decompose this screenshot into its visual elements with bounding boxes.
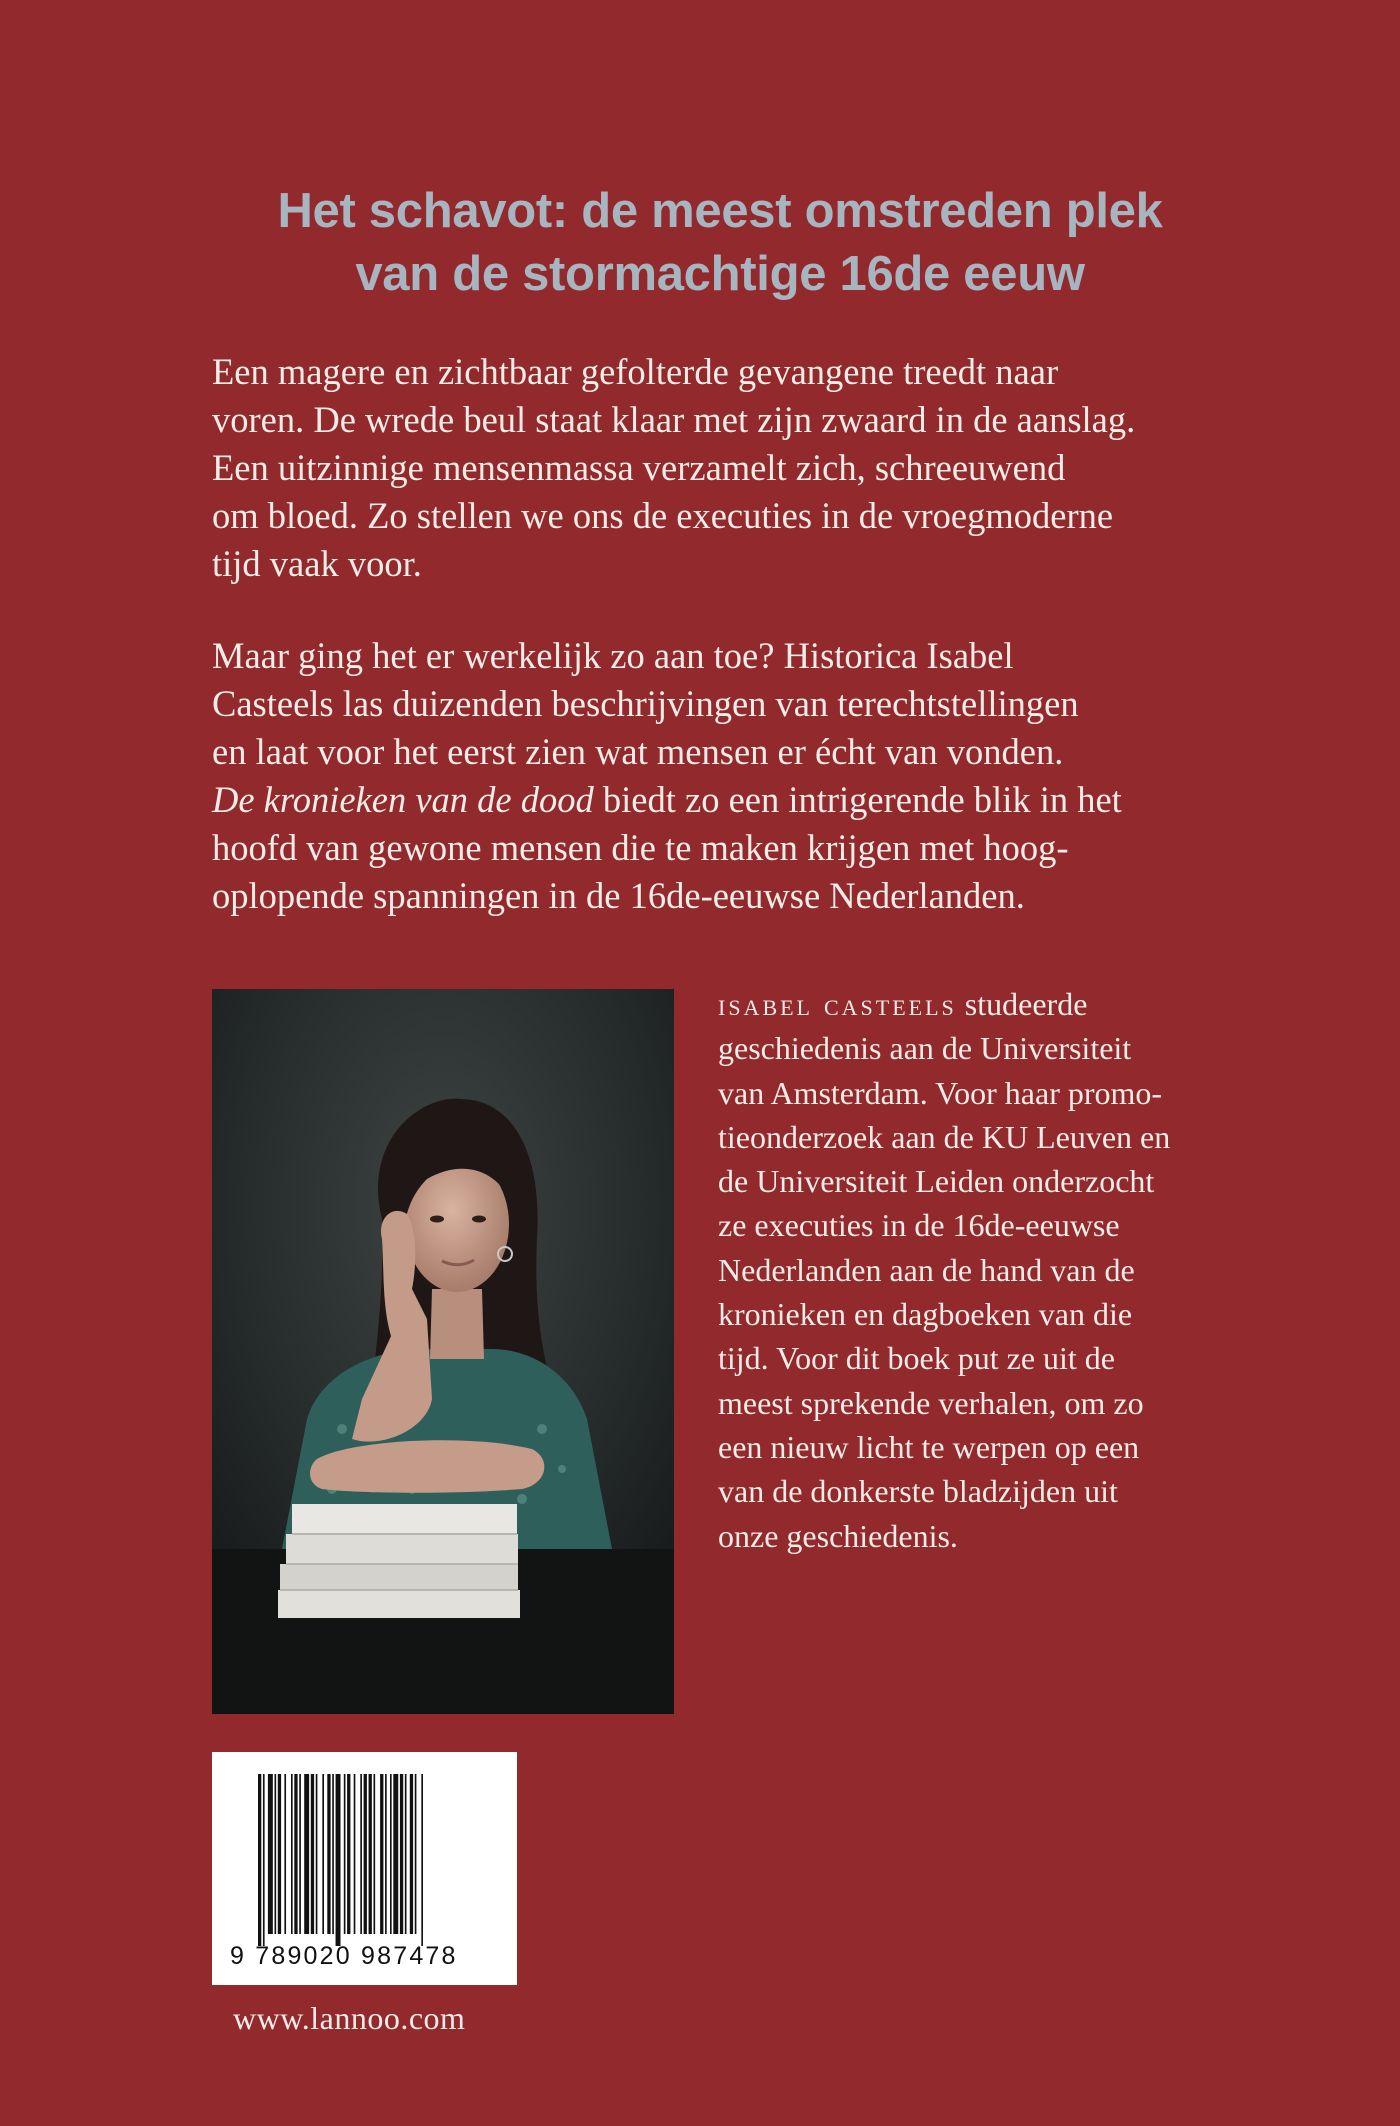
- intro-paragraph: [212, 348, 1232, 588]
- barcode-bar: [268, 1774, 273, 1934]
- barcode-bar: [364, 1774, 367, 1934]
- barcode-bar: [278, 1774, 281, 1934]
- barcode-bar: [322, 1774, 324, 1934]
- intro-line: Een magere en zichtbaar gefolterde gevangene treedt naar: [212, 351, 1059, 392]
- barcode-bar: [347, 1774, 350, 1934]
- barcode-bar: [258, 1774, 261, 1946]
- author-name: isabel casteels: [718, 986, 957, 1022]
- bio-line: de Universiteit Leiden onderzocht: [718, 1163, 1155, 1200]
- paragraph-line: [212, 776, 1232, 824]
- barcode-bar: [354, 1774, 356, 1934]
- barcode-bar: [316, 1774, 318, 1934]
- publisher-website: www.lannoo.com: [233, 2000, 466, 2036]
- barcode-bar: [294, 1774, 297, 1934]
- barcode-bar: [275, 1774, 277, 1934]
- headline-line-2: van de stormachtige 16de eeuw: [355, 247, 1085, 301]
- barcode-bar: [344, 1774, 346, 1934]
- bio-line: kronieken en dagboeken van die: [718, 1296, 1133, 1333]
- barcode-bar: [380, 1774, 383, 1934]
- barcode-bar: [410, 1774, 413, 1934]
- barcode-bar: [304, 1774, 309, 1934]
- intro-line: tijd vaak voor.: [212, 543, 422, 584]
- isbn-digits: 9 789020 987478: [230, 1942, 458, 1970]
- bio-first-line-rest: studeerde: [956, 986, 1088, 1022]
- intro-line: voren. De wrede beul staat klaar met zijn zwaard in de aanslag.: [212, 399, 1136, 440]
- paragraph-line-rest: biedt zo een intrigerende blik in het: [593, 779, 1122, 820]
- barcode-bar: [284, 1774, 286, 1934]
- second-paragraph: [212, 632, 1232, 920]
- barcode-bar: [390, 1774, 392, 1934]
- barcode-bar: [393, 1774, 398, 1934]
- barcode-bar: [385, 1774, 387, 1934]
- paragraph-line: hoofd van gewone mensen die te maken krijgen met hoog-: [212, 827, 1069, 868]
- paragraph-line: oplopende spanningen in de 16de-eeuwse Nederlanden.: [212, 875, 1025, 916]
- barcode-bar: [421, 1774, 423, 1946]
- author-photo: [212, 989, 674, 1714]
- author-portrait-illustration: [212, 989, 674, 1714]
- bio-line: tijd. Voor dit boek put ze uit de: [718, 1340, 1115, 1377]
- bio-line: tieonderzoek aan de KU Leuven en: [718, 1118, 1171, 1155]
- bio-line: geschiedenis aan de Universiteit: [718, 1030, 1132, 1067]
- barcode-bar: [291, 1774, 293, 1934]
- bio-line: Nederlanden aan de hand van de: [718, 1251, 1135, 1288]
- paragraph-line: Maar ging het er werkelijk zo aan toe? Historica Isabel: [212, 635, 1014, 676]
- bio-line: onze geschiedenis.: [718, 1517, 958, 1554]
- barcode-bar: [336, 1774, 341, 1946]
- paragraph-line: en laat voor het eerst zien wat mensen er écht van vonden.: [212, 731, 1064, 772]
- barcode-bar: [369, 1774, 372, 1934]
- intro-line: Een uitzinnige mensenmassa verzamelt zich, schreeuwend: [212, 447, 1066, 488]
- bio-line: ze executies in de 16de-eeuwse: [718, 1207, 1120, 1244]
- bio-line: een nieuw licht te werpen op een: [718, 1428, 1140, 1465]
- bio-line: [718, 982, 1238, 1026]
- barcode-bar: [360, 1774, 362, 1934]
- barcode-bar: [327, 1774, 330, 1934]
- barcode-bar: [332, 1774, 334, 1934]
- isbn-barcode: [212, 1752, 517, 1985]
- barcode-bar: [405, 1774, 407, 1934]
- author-bio: [718, 982, 1238, 1558]
- book-title: De kronieken van de dood: [212, 779, 594, 820]
- headline: [212, 180, 1228, 306]
- bio-line: meest sprekende verhalen, om zo: [718, 1384, 1144, 1421]
- barcode-bar: [400, 1774, 403, 1934]
- paragraph-line: Casteels las duizenden beschrijvingen van terechtstellingen: [212, 683, 1079, 724]
- barcode-bar: [263, 1774, 265, 1946]
- headline-line-1: Het schavot: de meest omstreden plek: [277, 184, 1163, 238]
- bio-line: van Amsterdam. Voor haar promo-: [718, 1074, 1163, 1111]
- barcode-bar: [374, 1774, 376, 1934]
- barcode-bar: [311, 1774, 314, 1934]
- intro-line: om bloed. Zo stellen we ons de executies in de vroegmoderne: [212, 495, 1114, 536]
- barcode-bar: [299, 1774, 301, 1934]
- bio-line: van de donkerste bladzijden uit: [718, 1473, 1118, 1510]
- barcode-bar: [415, 1774, 417, 1934]
